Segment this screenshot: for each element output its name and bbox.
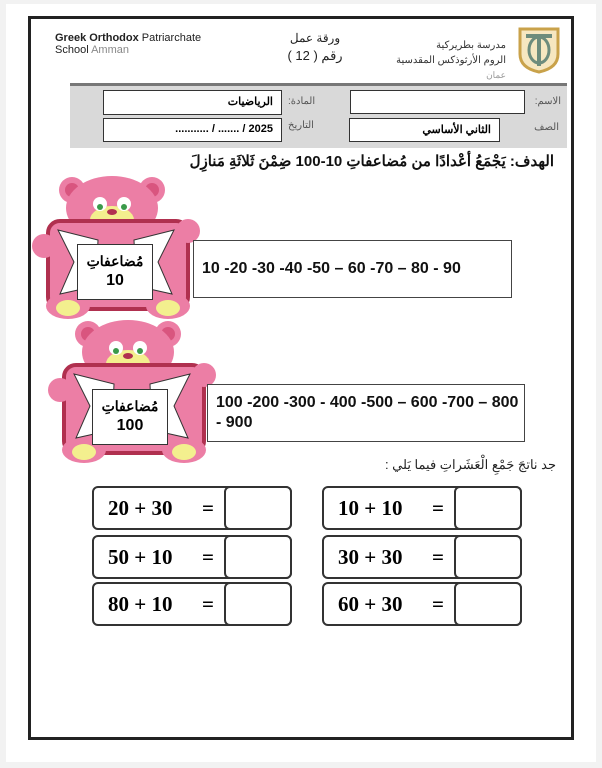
worksheet-number: رقم ( 12 ) bbox=[287, 48, 343, 63]
school-name-bold: Greek Orthodox bbox=[55, 32, 139, 44]
equation-expression: 60 + 30 bbox=[338, 591, 403, 616]
equation-expression: 20 + 30 bbox=[108, 495, 173, 520]
answer-box[interactable] bbox=[224, 486, 292, 530]
class-label: الصف bbox=[534, 122, 559, 133]
answer-box[interactable] bbox=[454, 535, 522, 579]
card-number: 10 bbox=[106, 272, 124, 289]
subject-field[interactable]: الرياضيات bbox=[103, 90, 282, 115]
answer-box[interactable] bbox=[454, 486, 522, 530]
multiples-card-100 bbox=[92, 389, 168, 445]
equals-sign: = bbox=[202, 495, 214, 520]
multiples-of-10-sequence: 10 -20 -30 -40 -50 – 60 -70 – 80 - 90 bbox=[193, 240, 512, 298]
answer-box[interactable] bbox=[224, 535, 292, 579]
card-number: 100 bbox=[116, 417, 144, 434]
school-word: School bbox=[55, 44, 89, 56]
school-logo-icon bbox=[517, 26, 561, 74]
equation-box bbox=[92, 486, 292, 530]
equation-box bbox=[322, 535, 522, 579]
subject-label: المادة: bbox=[288, 96, 316, 107]
multiples-card-10 bbox=[77, 244, 153, 300]
school-ar-line1: مدرسة بطريركية bbox=[436, 40, 506, 51]
multiples-of-100-sequence: 100 -200 -300 - 400 -500 – 600 -700 – 800 - 900 bbox=[207, 384, 525, 442]
card-title: مُضاعفاتِ bbox=[86, 253, 144, 269]
card-title: مُضاعفاتِ bbox=[101, 398, 159, 414]
equals-sign: = bbox=[202, 591, 214, 616]
equals-sign: = bbox=[432, 544, 444, 569]
student-info-panel bbox=[70, 86, 567, 148]
name-field[interactable] bbox=[350, 90, 525, 114]
equals-sign: = bbox=[432, 591, 444, 616]
equation-expression: 30 + 30 bbox=[338, 544, 403, 569]
equation-box bbox=[322, 486, 522, 530]
school-name-rest: Patriarchate bbox=[138, 32, 202, 44]
school-ar-line2: الروم الأرثوذكس المقدسية bbox=[396, 55, 506, 66]
school-ar-line3: عمان bbox=[486, 70, 506, 80]
name-label: الاسم: bbox=[534, 96, 561, 107]
equation-expression: 80 + 10 bbox=[108, 591, 173, 616]
equals-sign: = bbox=[432, 495, 444, 520]
lesson-goal: الهدف: يَجْمَعُ أعْدادًا من مُضاعفاتِ 10-100 ضِمْنَ ثَلاثَةِ مَنازِلَ bbox=[189, 153, 554, 170]
exercise-instruction: جد ناتجَ جَمْعِ الْعَشَراتِ فيما يَلي : bbox=[384, 457, 556, 472]
equation-expression: 10 + 10 bbox=[338, 495, 403, 520]
date-label: التاريخ bbox=[288, 120, 314, 131]
school-name-ar bbox=[396, 38, 506, 83]
worksheet-title: ورقة عمل bbox=[289, 31, 341, 45]
answer-box[interactable] bbox=[224, 582, 292, 626]
worksheet-heading bbox=[270, 30, 360, 64]
date-field[interactable]: 2025 / ....... / ........... bbox=[103, 118, 282, 142]
city-word: Amman bbox=[88, 44, 129, 56]
equation-box bbox=[92, 535, 292, 579]
equation-expression: 50 + 10 bbox=[108, 544, 173, 569]
class-field[interactable]: الثاني الأساسي bbox=[349, 118, 500, 142]
answer-box[interactable] bbox=[454, 582, 522, 626]
equals-sign: = bbox=[202, 544, 214, 569]
school-name-en bbox=[55, 32, 201, 56]
equation-box bbox=[322, 582, 522, 626]
equation-box bbox=[92, 582, 292, 626]
